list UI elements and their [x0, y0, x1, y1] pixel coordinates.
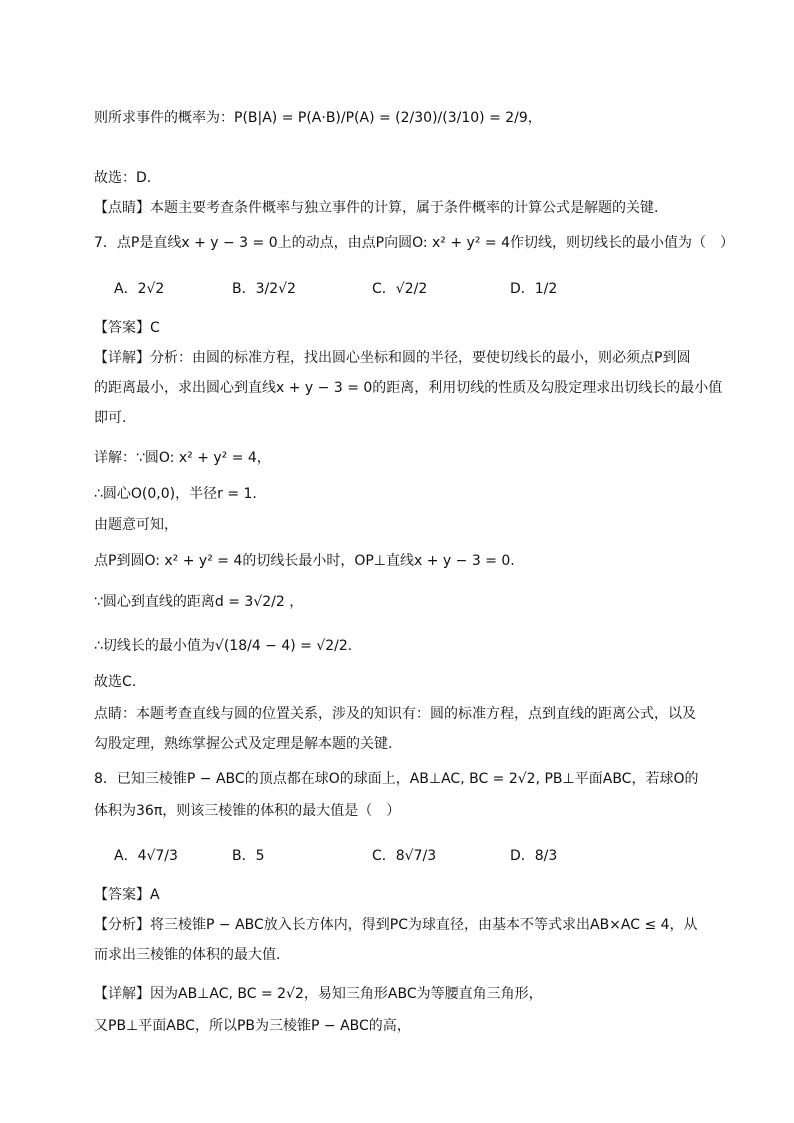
text-line: 又PB⊥平面ABC，所以PB为三棱锥P − ABC的高， — [94, 1018, 411, 1034]
q8-option-d: D．8/3 — [510, 848, 558, 864]
text-line: 【分析】将三棱锥P − ABC放入长方体内，得到PC为球直径，由基本不等式求出AB×AC ≤ 4，从 — [94, 917, 698, 933]
q7-option-b: B．3/2√2 — [232, 281, 296, 297]
text-line: 而求出三棱锥的体积的最大值. — [94, 947, 281, 963]
q8-option-c: C．8√7/3 — [372, 848, 437, 864]
text-line: 详解：∵圆O: x² + y² = 4， — [94, 450, 271, 466]
q7-option-d: D．1/2 — [510, 281, 558, 297]
text-line: 【详解】因为AB⊥AC, BC = 2√2，易知三角形ABC为等腰直角三角形， — [94, 986, 543, 1002]
q8-option-b: B．5 — [232, 848, 265, 864]
question-8: 8．已知三棱锥P − ABC的顶点都在球O的球面上，AB⊥AC, BC = 2√2, PB⊥平面ABC，若球O的 — [94, 771, 699, 787]
q7-option-c: C．√2/2 — [372, 281, 428, 297]
text-line: ∴圆心O(0,0)，半径r = 1. — [94, 486, 257, 502]
q8-option-a: A．4√7/3 — [114, 848, 178, 864]
text-line: ∴切线长的最小值为√(18/4 − 4) = √2/2. — [94, 638, 353, 654]
text-line: 点睛：本题考查直线与圆的位置关系，涉及的知识有：圆的标准方程，点到直线的距离公式，以及 — [94, 706, 696, 722]
text-line: 的距离最小，求出圆心到直线x + y − 3 = 0的距离，利用切线的性质及勾股定理求出切线长的最小值 — [94, 380, 723, 396]
text-line: 勾股定理，熟练掌握公式及定理是解本题的关键. — [94, 736, 393, 752]
text-line: 则所求事件的概率为：P(B|A) = P(A·B)/P(A) = (2/30)/(3/10) = 2/9， — [94, 110, 542, 126]
text-line: 【点睛】本题主要考查条件概率与独立事件的计算，属于条件概率的计算公式是解题的关键. — [94, 200, 659, 216]
text-line: 点P到圆O: x² + y² = 4的切线长最小时，OP⊥直线x + y − 3 = 0. — [94, 553, 515, 569]
question-7: 7．点P是直线x + y − 3 = 0上的动点，由点P向圆O: x² + y² = 4作切线，则切线长的最小值为（ ） — [94, 235, 734, 251]
text-line: 故选C. — [94, 674, 137, 690]
answer-line: 【答案】C — [94, 320, 160, 336]
answer-line: 【答案】A — [94, 887, 160, 903]
text-line: 体积为36π，则该三棱锥的体积的最大值是（ ） — [94, 803, 401, 819]
text-line: ∵圆心到直线的距离d = 3√2/2 ， — [94, 594, 304, 610]
q7-option-a: A．2√2 — [114, 281, 165, 297]
text-line: 故选：D. — [94, 170, 152, 186]
text-line: 【详解】分析：由圆的标准方程，找出圆心坐标和圆的半径，要使切线长的最小，则必须点P到圆 — [94, 350, 691, 366]
text-line: 即可. — [94, 410, 127, 426]
text-line: 由题意可知， — [94, 517, 178, 533]
